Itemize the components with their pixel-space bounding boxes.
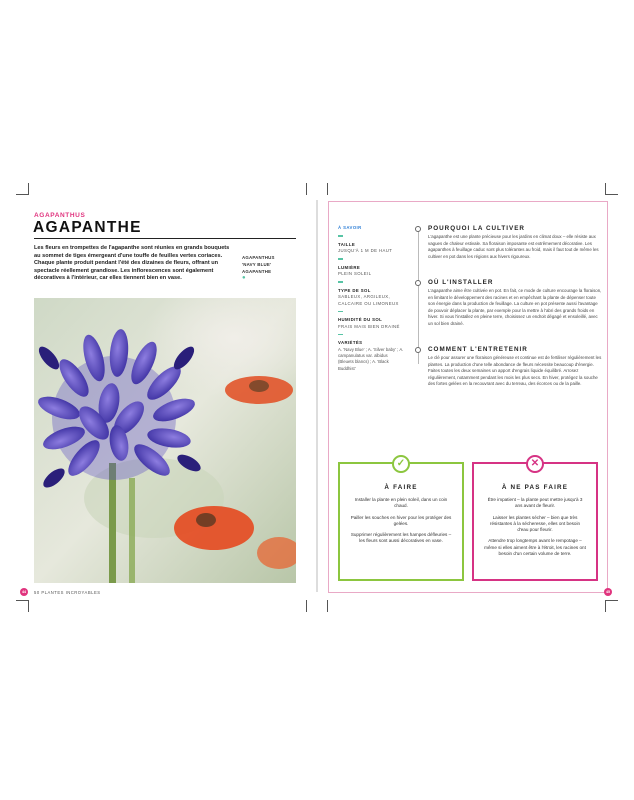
do-box-title: À FAIRE [384,484,418,491]
section-heading-why: POURQUOI LA CULTIVER [428,225,525,232]
footer-book-title: 50 PLANTES INCROYABLES [34,590,101,595]
section-text-care: Le clé pour assurer une floraison généreuse et continue est de fertiliser régulièrement les plantes. La production d'une telle abondance de fleurs nécessite beaucoup d'énergie. Faites toutes les deux semaines un apport d'engrais liquide équilibré. Arrosez régulièrement, notamment pendant les mois les plus secs. En hiver, protégez la souche des fortes gelées en la recouvrant avec du terreau, des écorces ou de la paille. [428,355,602,386]
dont-item: Laisser les plantes sécher – bien que très résistantes à la sécheresse, elles ont besoin d'eau pour fleurir. [489,514,581,533]
sidebar-dash [338,281,343,283]
dont-item: Être impatient – la plante peut mettre jusqu'à 3 ans avant de fleurir. [487,497,583,509]
sidebar-dash [338,235,343,237]
facts-sidebar [338,225,404,372]
crop-mark [605,600,606,612]
section-timeline [418,226,419,364]
crop-mark [28,600,29,612]
page-number-right: 45 [606,590,610,594]
caption-marker-icon: ● [242,275,246,281]
dont-box [472,458,598,581]
fact-value-soil: SABLEUX, ARGILEUX, CALCAIRE OU LIMONEUX [338,294,399,306]
sidebar-dash [338,258,343,260]
crop-mark [16,194,28,195]
page-number-left: 44 [22,590,26,594]
fact-label-soil: TYPE DE SOL [338,287,371,293]
crop-mark [327,183,328,195]
dont-item: Attendre trop longtemps avant le rempotage – même si elles aiment être à l'étroit, les racines ont besoin d'un certain volume de terre. [484,538,586,557]
crop-mark [606,600,618,601]
crop-mark [306,183,307,195]
do-item: Pailler les souches en hiver pour les protéger des gelées. [350,514,452,526]
section-text-where: L'agapanthe aime être cultivée en pot. En fait, ce mode de culture encourage la floraison, en limitant le développement des racines et en empêchant la plante de dépenser toute son énergie dans la production de feuillage. La culture en pot présente aussi l'avantage de pouvoir déplacer la plante, par exemple pour la mettre à l'abri des grands froids en hiver. Si vous l'installez en pleine terre, choisissez un endroit dégagé et ensoleillé, avec un sol bien drainé. [428,288,602,326]
section-text-why: L'agapanthe est une plante précieuse pour les jardins en climat doux – elle résiste aux vagues de chaleur estivale. Sa floraison imposante est extrêmement décorative. Les agapanthes à feuillage caduc sont plus tolérantes au froid, mais il faut tout de même les cultiver en pot dans les régions aux hivers rigoureux. [428,234,599,259]
fact-value-size: JUSQU'À 1 M DE HAUT [338,248,393,254]
dont-box-title: À NE PAS FAIRE [501,484,569,491]
variety-line: AGAPANTHUS [242,255,275,260]
spread-gutter [316,200,318,592]
variety-line: 'NAVY BLUE' [242,262,272,267]
fact-value-varieties: A. 'Navy Blue' ; A. 'Silver baby' ; A. campanulatus var. albidus (Bleuets blancs) ; A. 'Black Buddhist' [338,346,404,371]
dont-box-body [484,497,586,557]
fact-label-light: LUMIÈRE [338,264,361,270]
timeline-dot [415,347,421,353]
variety-line: AGAPANTHE [242,269,272,274]
agapanthus-photo [34,298,296,583]
timeline-dot [415,280,421,286]
check-icon: ✓ [392,455,410,473]
crop-mark [306,600,307,612]
crop-mark [16,600,28,601]
fact-label-moisture: HUMIDITÉ DU SOL [338,317,383,323]
timeline-dot [415,226,421,232]
fact-value-moisture: FRAIS MAIS BIEN DRAINÉ [338,323,400,329]
sidebar-dash [338,334,343,336]
fact-label-size: TAILLE [338,241,356,247]
crop-mark [327,600,328,612]
do-box-body [350,497,452,545]
intro-paragraph: Les fleurs en trompettes de l'agapanthe sont réunies en grands bouquets au sommet de tiges émergeant d'une touffe de feuilles vertes coriaces. Chaque plante produit pendant l'été des dizaines de fleurs, offrant un spectacle réellement grandiose. Les inflorescences sont également décoratives à l'intérieur, car elles tiennent bien en vase. [34,245,230,282]
section-heading-care: COMMENT L'ENTRETENIR [428,346,528,353]
latin-name: AGAPANTHUS [34,212,86,219]
crop-mark [28,183,29,195]
cross-icon: ✕ [526,455,544,473]
do-item: Installer la plante en plein soleil, dans un coin chaud. [354,497,448,509]
sidebar-heading: À SAVOIR [338,225,362,230]
crop-mark [606,194,618,195]
sidebar-dash [338,311,343,313]
fact-value-light: PLEIN SOLEIL [338,271,372,277]
page-title: AGAPANTHE [33,219,142,236]
fact-label-varieties: VARIÉTÉS [338,340,363,346]
section-heading-where: OÙ L'INSTALLER [428,279,494,286]
variety-caption [242,254,298,282]
title-divider [34,238,296,239]
do-box [338,458,464,581]
do-item: Supprimer régulièrement les hampes défleuries – les fleurs sont aussi décoratives en vase. [350,532,452,544]
